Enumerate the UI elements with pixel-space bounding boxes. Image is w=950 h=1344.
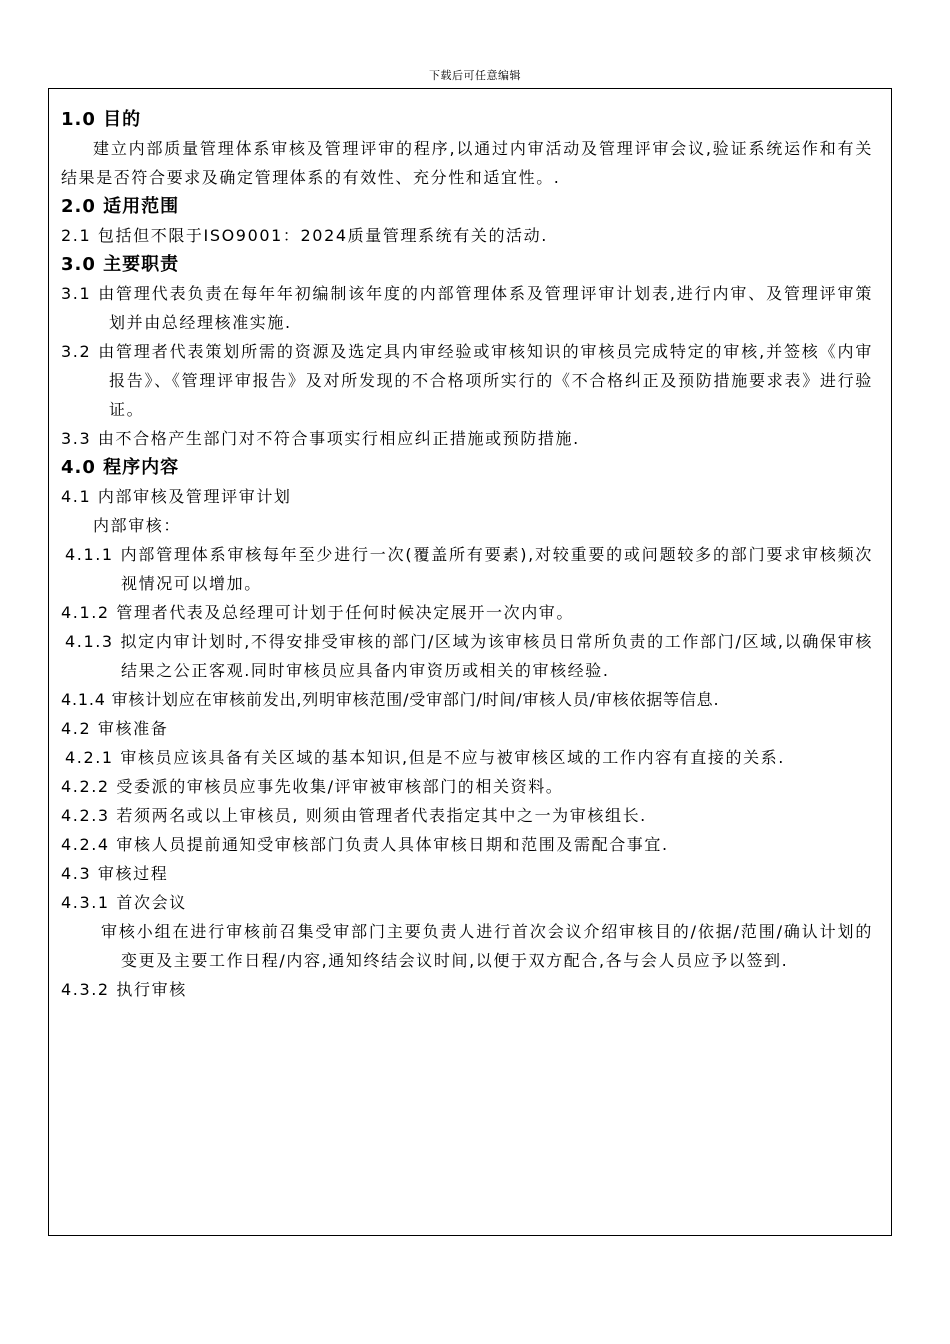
header-note: 下载后可任意编辑 bbox=[429, 69, 521, 82]
document-frame bbox=[48, 88, 892, 1236]
section-2-title: 2.0 适用范围 bbox=[61, 196, 180, 217]
item-4-1-3: 4.1.3 拟定内审计划时,不得安排受审核的部门/区域为该审核员日常所负责的工作部门/区域,以确保审核结果之公正客观.同时审核员应具备内审资历或相关的审核经验. bbox=[65, 632, 873, 680]
item-4-1-2: 4.1.2 管理者代表及总经理可计划于任何时候决定展开一次内审。 bbox=[61, 603, 574, 622]
item-2-1: 2.1 包括但不限于ISO9001：2024质量管理系统有关的活动. bbox=[61, 226, 548, 245]
item-4-2-3: 4.2.3 若须两名或以上审核员, 则须由管理者代表指定其中之一为审核组长. bbox=[61, 806, 647, 825]
item-4-2-4: 4.2.4 审核人员提前通知受审核部门负责人具体审核日期和范围及需配合事宜. bbox=[61, 835, 669, 854]
section-1-paragraph: 建立内部质量管理体系审核及管理评审的程序,以通过内审活动及管理评审会议,验证系统运作和有关结果是否符合要求及确定管理体系的有效性、充分性和适宜性。. bbox=[61, 139, 873, 187]
item-4-3: 4.3 审核过程 bbox=[61, 864, 169, 883]
item-4-3-2: 4.3.2 执行审核 bbox=[61, 980, 187, 999]
section-1-title: 1.0 目的 bbox=[61, 109, 142, 130]
item-4-2: 4.2 审核准备 bbox=[61, 719, 169, 738]
item-4-1-1: 4.1.1 内部管理体系审核每年至少进行一次(覆盖所有要素),对较重要的或问题较多的部门要求审核频次视情况可以增加。 bbox=[65, 545, 873, 593]
item-4-1: 4.1 内部审核及管理评审计划 bbox=[61, 487, 292, 506]
item-4-2-2: 4.2.2 受委派的审核员应事先收集/评审被审核部门的相关资料。 bbox=[61, 777, 564, 796]
item-4-1-intro: 内部审核： bbox=[93, 516, 182, 535]
item-3-3: 3.3 由不合格产生部门对不符合事项实行相应纠正措施或预防措施. bbox=[61, 429, 580, 448]
section-4-title: 4.0 程序内容 bbox=[61, 457, 180, 478]
item-3-2: 3.2 由管理者代表策划所需的资源及选定具内审经验或审核知识的审核员完成特定的审核,并签核《内审报告》、《管理评审报告》及对所发现的不合格项所实行的《不合格纠正及预防措施要求表》进行验证。 bbox=[61, 342, 873, 419]
item-4-1-4: 4.1.4 审核计划应在审核前发出,列明审核范围/受审部门/时间/审核人员/审核依据等信息. bbox=[61, 690, 720, 709]
item-4-2-1: 4.2.1 审核员应该具备有关区域的基本知识,但是不应与被审核区域的工作内容有直接的关系. bbox=[65, 748, 785, 767]
document-content bbox=[61, 105, 873, 1004]
item-4-3-1: 4.3.1 首次会议 bbox=[61, 893, 187, 912]
item-3-1: 3.1 由管理代表负责在每年年初编制该年度的内部管理体系及管理评审计划表,进行内审、及管理评审策划并由总经理核准实施. bbox=[61, 284, 873, 332]
item-4-3-1-paragraph: 审核小组在进行审核前召集受审部门主要负责人进行首次会议介绍审核目的/依据/范围/确认计划的变更及主要工作日程/内容,通知终结会议时间,以便于双方配合,各与会人员应予以签到. bbox=[101, 922, 873, 970]
section-3-title: 3.0 主要职责 bbox=[61, 254, 180, 275]
